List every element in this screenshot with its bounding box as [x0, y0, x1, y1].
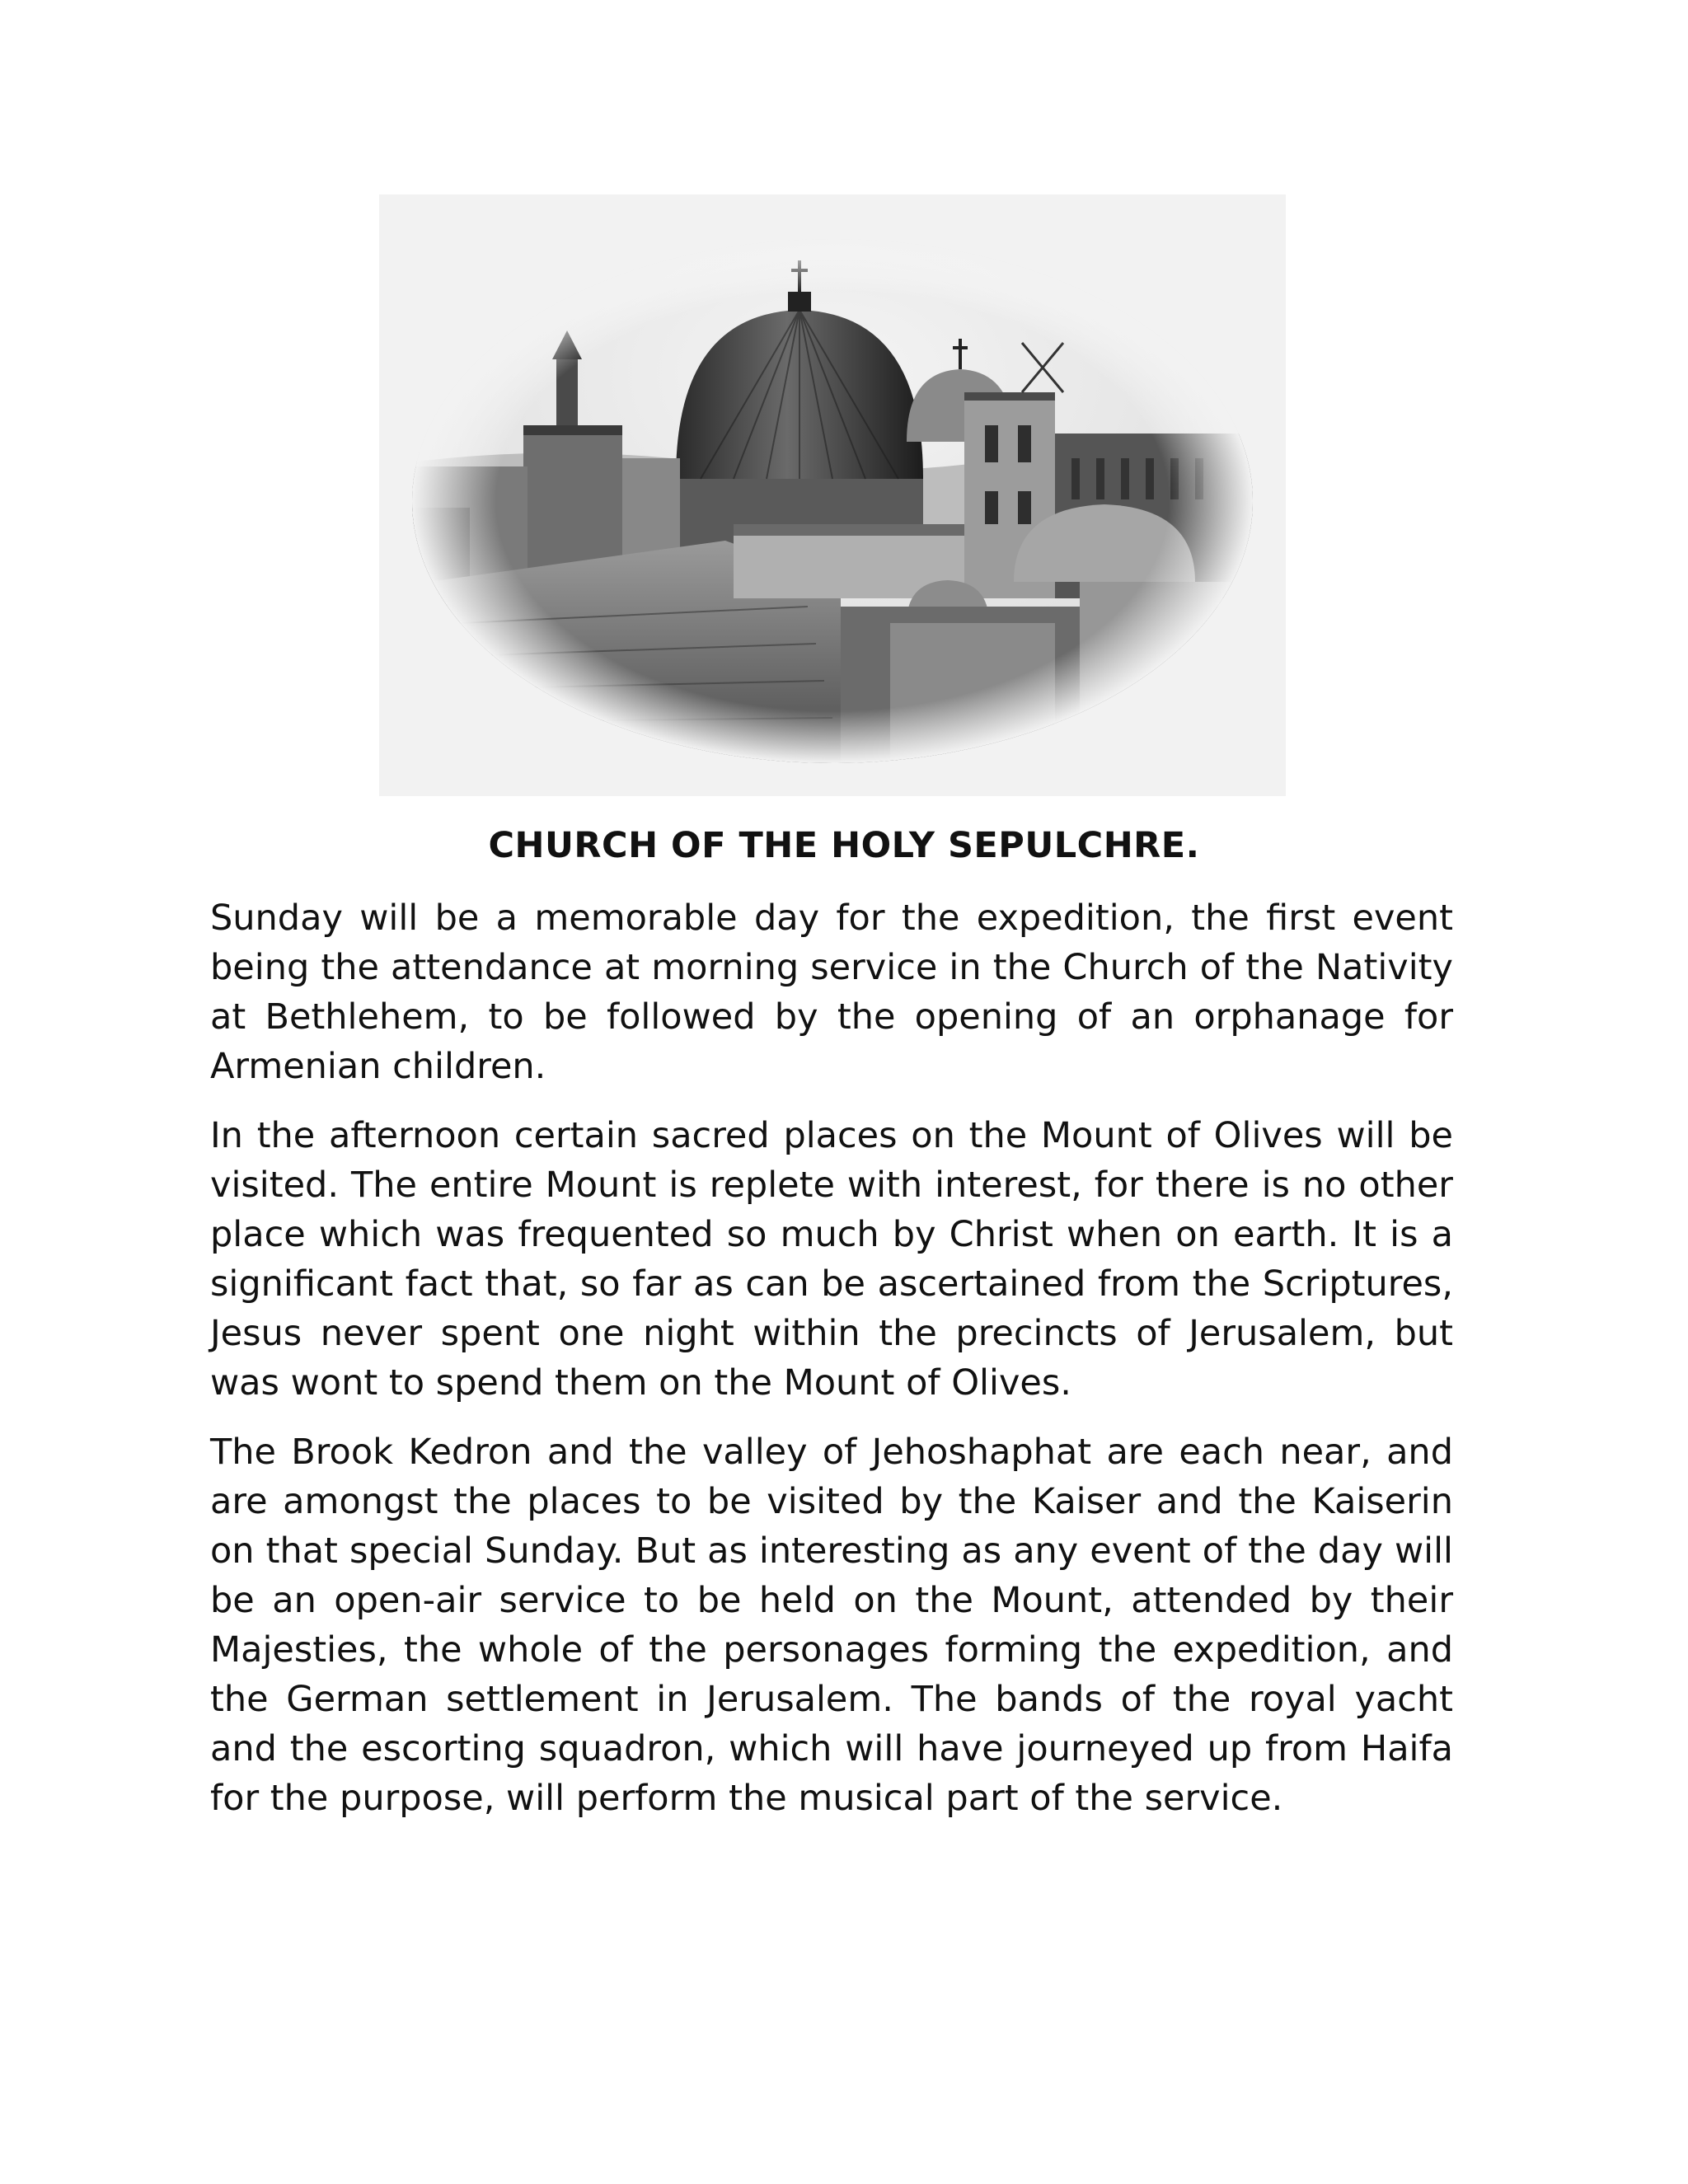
- paragraph-3: The Brook Kedron and the valley of Jehoshaphat are each near, and are amongst the places to be visited by the Kaiser and the Kaiserin on that special Sunday. But as interesting as any event of the day will be an open-air service to be held on the Mount, attended by their Majesties, the whole of the personages forming the expedition, and the German settlement in Jerusalem. The bands of the royal yacht and the escorting squadron, which will have journeyed up from Haifa for the purpose, will perform the musical part of the service.: [210, 1432, 1453, 1819]
- church-vignette-illustration: [379, 194, 1286, 796]
- paragraph-2: In the afternoon certain sacred places on the Mount of Olives will be visited. The entire Mount is replete with interest, for there is no other place which was frequented so much by Christ when on earth. It is a significant fact that, so far as can be ascertained from the Scriptures, Jesus never spent one night within the precincts of Jerusalem, but was wont to spend them on the Mount of Olives.: [210, 1115, 1453, 1404]
- photo-caption: CHURCH OF THE HOLY SEPULCHRE.: [488, 825, 1200, 866]
- paragraph-1: Sunday will be a memorable day for the expedition, the first event being the attendance at morning service in the Church of the Nativity at Bethlehem, to be followed by the opening of an orphanage for Armenian children.: [210, 898, 1453, 1087]
- article-body: [210, 893, 1453, 1843]
- church-photograph: [379, 194, 1286, 796]
